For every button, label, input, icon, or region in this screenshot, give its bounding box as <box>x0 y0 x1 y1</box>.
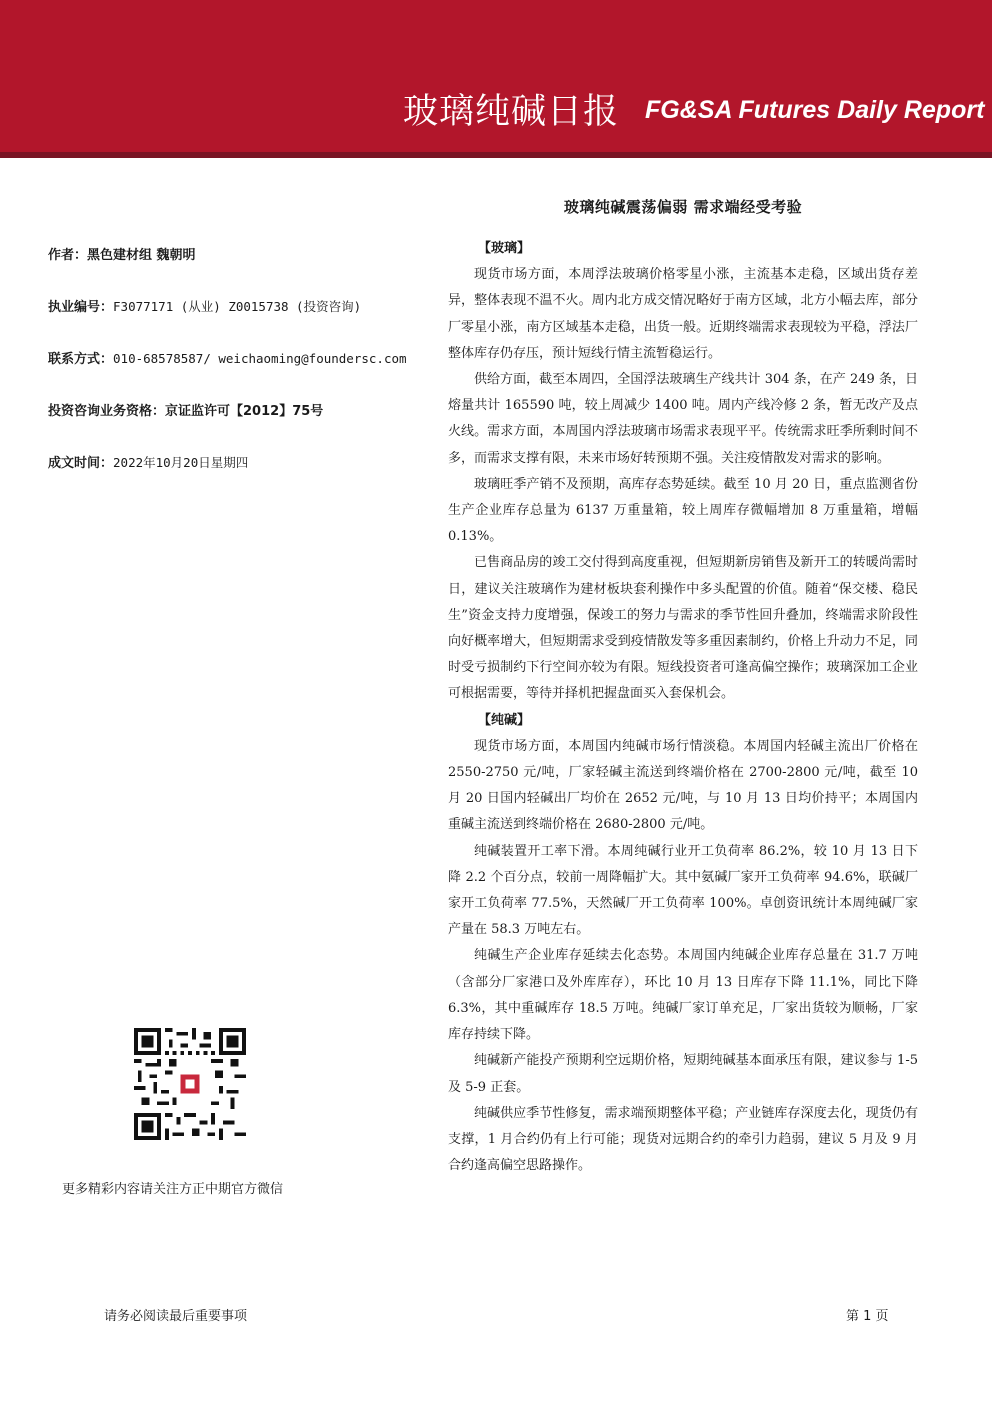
footer-notice: 请务必阅读最后重要事项 <box>104 1309 248 1324</box>
article-headline: 玻璃纯碱震荡偏弱 需求端经受考验 <box>563 198 803 216</box>
glass-paragraph: 已售商品房的竣工交付得到高度重视，但短期新房销售及新开工的转暖尚需时日，建议关注玻璃作为建材板块套利操作中多头配置的价值。随着“保交楼、稳民生”资金支持力度增强，保竣工的努力与需求的季节性回升叠加，终端需求阶段性向好概率增大，但短期需求受到疫情散发等多重因素制约，价格上升动力不足，同时受亏损制约下行空间亦较为有限。短线投资者可逢高偏空操作；玻璃深加工企业可根据需要，等待并择机把握盘面买入套保机会。 <box>448 555 918 702</box>
wechat-qr-code[interactable] <box>134 1028 246 1140</box>
glass-paragraph: 现货市场方面，本周浮法玻璃价格零星小涨，主流基本走稳，区域出货存差异，整体表现不温不火。周内北方成交情况略好于南方区域，北方小幅去库，部分厂零星小涨，南方区域基本走稳，出货一般。近期终端需求表现较为平稳，浮法厂整体库存仍存压，预计短线行情主流暂稳运行。 <box>448 267 918 361</box>
soda-paragraph: 纯碱供应季节性修复，需求端预期整体平稳；产业链库存深度去化，现货仍有支撑，1 月合约仍有上行可能；现货对远期合约的牵引力趋弱，建议 5 月及 9 月合约逢高偏空思路操作。 <box>448 1105 918 1174</box>
meta-license-label: 执业编号： <box>48 300 114 315</box>
meta-license-value: F3077171 (从业) Z0015738 (投资咨询) <box>113 299 362 314</box>
meta-author <box>48 244 196 263</box>
soda-paragraph: 现货市场方面，本周国内纯碱市场行情淡稳。本周国内轻碱主流出厂价格在 2550-2750 元/吨，厂家轻碱主流送到终端价格在 2700-2800 元/吨，截至 10 月 20 日国内轻碱出厂均价在 2652 元/吨，与 10 月 13 日均价持平；本周国内重碱主流送到终端价格在 2680-2800 元/吨。 <box>448 738 918 833</box>
report-title-en: FG&SA Futures Daily Report <box>645 96 985 124</box>
meta-date <box>48 452 248 471</box>
glass-paragraph: 供给方面，截至本周四，全国浮法玻璃生产线共计 304 条，在产 249 条，日熔量共计 165590 吨，较上周减少 1400 吨。周内产线冷修 2 条，暂无改产及点火线。需求方面，本周国内浮法玻璃市场需求表现平平。传统需求旺季所剩时间不多，而需求支撑有限，未来市场好转预期不强。关注疫情散发对需求的影响。 <box>448 372 918 466</box>
meta-contact-value: 010-68578587/ weichaoming@foundersc.com <box>113 351 407 366</box>
section-title-glass: 【玻璃】 <box>478 241 531 256</box>
meta-author-value: 黑色建材组 魏朝明 <box>87 248 196 263</box>
meta-contact-label: 联系方式： <box>48 352 114 367</box>
meta-date-value: 2022年10月20日星期四 <box>113 455 249 470</box>
soda-paragraph: 纯碱生产企业库存延续去化态势。本周国内纯碱企业库存总量在 31.7 万吨（含部分厂家港口及外库库存），环比 10 月 13 日库存下降 11.1%，同比下降 6.3%，其中重碱库存 18.5 万吨。纯碱厂家订单充足，厂家出货较为顺畅，厂家库存持续下降。 <box>448 948 918 1043</box>
section-title-soda: 【纯碱】 <box>478 712 531 728</box>
meta-qualification-label: 投资咨询业务资格： <box>48 404 166 419</box>
report-body <box>448 236 918 1179</box>
meta-qualification-value: 京证监许可【2012】75号 <box>165 404 324 419</box>
meta-contact <box>48 348 407 367</box>
meta-qualification <box>48 400 323 419</box>
soda-paragraph: 纯碱装置开工率下滑。本周纯碱行业开工负荷率 86.2%，较 10 月 13 日下降 2.2 个百分点，较前一周降幅扩大。其中氨碱厂家开工负荷率 94.6%，联碱厂家开工负荷率 77.5%，天然碱厂开工负荷率 100%。卓创资讯统计本周纯碱厂家产量在 58.3 万吨左右。 <box>448 843 918 938</box>
page-number: 第 1 页 <box>846 1309 889 1324</box>
qr-caption: 更多精彩内容请关注方正中期官方微信 <box>62 1182 284 1197</box>
meta-author-label: 作者： <box>48 248 88 263</box>
header-divider <box>0 152 992 158</box>
report-title-cn: 玻璃纯碱日报 <box>403 92 620 132</box>
meta-license <box>48 296 361 315</box>
meta-date-label: 成文时间： <box>48 456 114 471</box>
glass-paragraph: 玻璃旺季产销不及预期，高库存态势延续。截至 10 月 20 日，重点监测省份生产企业库存总量为 6137 万重量箱，较上周库存微幅增加 8 万重量箱，增幅 0.13%。 <box>448 476 918 545</box>
soda-paragraph: 纯碱新产能投产预期利空远期价格，短期纯碱基本面承压有限，建议参与 1-5 及 5-9 正套。 <box>448 1053 918 1095</box>
